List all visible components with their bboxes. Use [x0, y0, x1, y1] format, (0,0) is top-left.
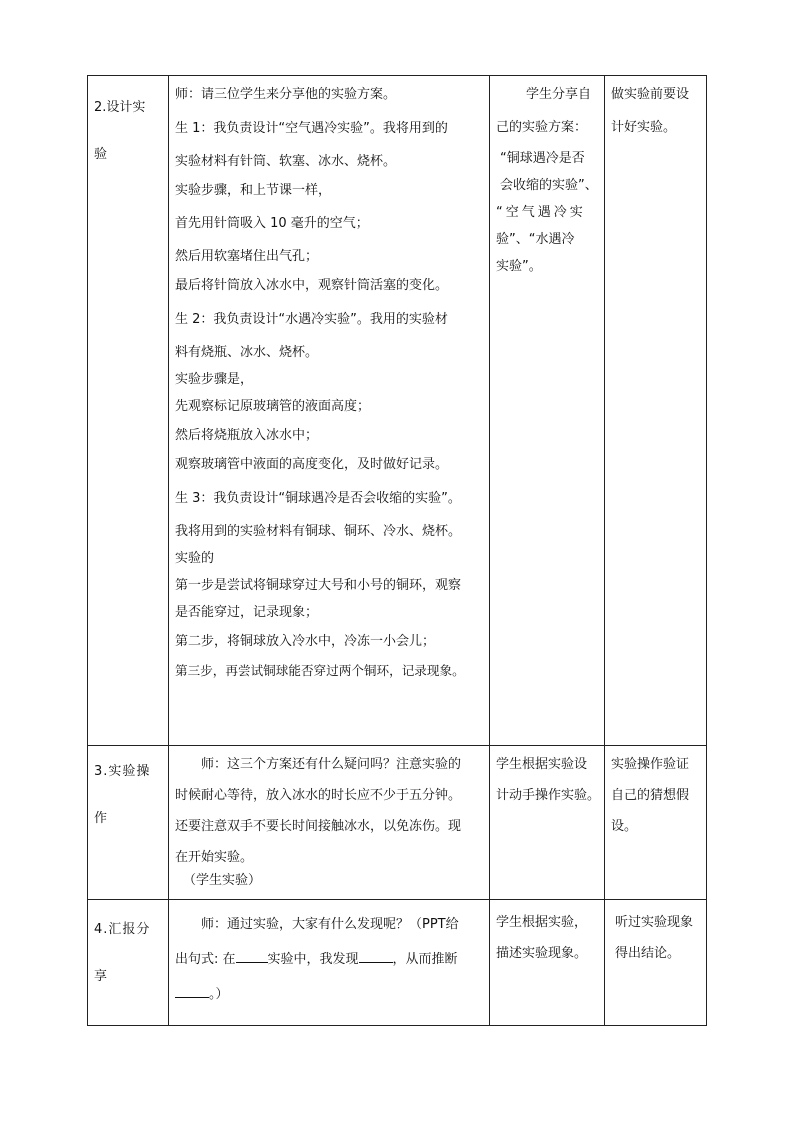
text-line: 验”、“水遇冷 [496, 232, 575, 247]
text-line: 实验操作验证 [611, 757, 690, 772]
text-line: 第三步，再尝试铜球能否穿过两个铜环，记录现象。 [175, 663, 465, 678]
fill-blank [236, 950, 268, 963]
text-line: 学生根据实验设 [496, 757, 588, 772]
student-activity-cell [490, 76, 605, 746]
sentence-part: 出句式: 在 [175, 952, 236, 967]
text-line: 计好实验。 [611, 120, 677, 135]
text-line: 实验步骤是， [175, 372, 254, 387]
text-line: （学生实验） [183, 873, 262, 888]
text-line: 师：这三个方案还有什么疑问吗？注意实验的 [201, 757, 462, 772]
step-cell [88, 746, 169, 900]
text-line: 实验的 [175, 551, 215, 566]
text-line: 师：通过实验，大家有什么发现呢？（PPT给 [201, 917, 459, 932]
text-line [175, 950, 485, 969]
text-line: 在开始实验。 [175, 850, 254, 865]
text-line: 计动手操作实验。 [496, 788, 600, 803]
text-line: 然后用软塞堵住出气孔； [175, 249, 319, 264]
teacher-activity-cell [169, 76, 490, 746]
student-activity-cell [490, 746, 605, 900]
text-line: 己的实验方案： [496, 120, 588, 135]
text-line: 学生分享自 [526, 87, 592, 102]
text-line: 最后将针筒放入冰水中，观察针筒活塞的变化。 [175, 278, 449, 293]
text-line: 然后将烧瓶放入冰水中； [175, 428, 319, 443]
text-line: 师：请三位学生来分享他的实验方案。 [175, 87, 397, 102]
text-line: 生 2：我负责设计“水遇冷实验”。我用的实验材 [175, 312, 448, 327]
text-line: 料有烧瓶、冰水、烧杯。 [175, 345, 319, 360]
table-row [88, 746, 707, 900]
student-activity-cell [490, 900, 605, 1026]
text-line: 学生根据实验， [496, 915, 588, 930]
text-line: 生 3：我负责设计“铜球遇冷是否会收缩的实验”。 [175, 491, 461, 506]
text-line: 生 1：我负责设计“空气遇冷实验”。我将用到的 [175, 121, 448, 136]
text-line [175, 985, 485, 1004]
teacher-activity-cell [169, 746, 490, 900]
purpose-cell [605, 76, 707, 746]
text-line: 做实验前要设 [611, 87, 690, 102]
text-line: 实验”。 [496, 259, 542, 274]
text-line: 还要注意双手不要长时间接触冰水，以免冻伤。现 [175, 819, 462, 834]
text-line: 是否能穿过，记录现象； [175, 605, 319, 620]
teacher-activity-cell [169, 900, 490, 1026]
text-line: 得出结论。 [615, 946, 681, 961]
text-line: 实验材料有针筒、软塞、冰水、烧杯。 [175, 154, 397, 169]
text-line: 设。 [611, 819, 638, 834]
step-cell [88, 76, 169, 746]
purpose-cell [605, 746, 707, 900]
step-label: 作 [94, 811, 108, 826]
fill-blank [359, 950, 393, 963]
sentence-part: 。） [209, 987, 229, 1002]
sentence-part: 实验中，我发现 [267, 952, 359, 967]
step-cell [88, 900, 169, 1026]
text-line: 观察玻璃管中液面的高度变化，及时做好记录。 [175, 457, 449, 472]
sentence-part: ，从而推断 [392, 952, 458, 967]
text-line: 第二步，将铜球放入冷水中，冷冻一小会儿； [175, 634, 436, 649]
text-line: “铜球遇冷是否 [500, 151, 585, 166]
purpose-cell [605, 900, 707, 1026]
lesson-plan-table [87, 75, 707, 1026]
step-label: 2.设计实 [94, 100, 146, 115]
text-line: “空气遇冷实 [496, 205, 586, 220]
text-line: 先观察标记原玻璃管的液面高度； [175, 399, 371, 414]
text-line: 会收缩的实验”、 [500, 178, 598, 193]
table-row [88, 900, 707, 1026]
text-line: 自己的猜想假 [611, 788, 690, 803]
text-line: 时候耐心等待，放入冰水的时长应不少于五分钟。 [175, 788, 462, 803]
step-label: 3.实验操 [94, 764, 151, 779]
step-label: 验 [94, 147, 108, 162]
text-line: 描述实验现象。 [496, 946, 588, 961]
step-label: 享 [94, 969, 108, 984]
text-line: 实验步骤，和上节课一样， [175, 183, 332, 198]
fill-blank [175, 985, 209, 998]
step-label: 4.汇报分 [94, 922, 151, 937]
text-line: 听过实验现象 [615, 915, 694, 930]
text-line: 我将用到的实验材料有铜球、铜环、冷水、烧杯。 [175, 524, 462, 539]
text-line: 第一步是尝试将铜球穿过大号和小号的铜环，观察 [175, 578, 462, 593]
table-row [88, 76, 707, 746]
text-line: 首先用针筒吸入 10 毫升的空气； [175, 216, 369, 231]
